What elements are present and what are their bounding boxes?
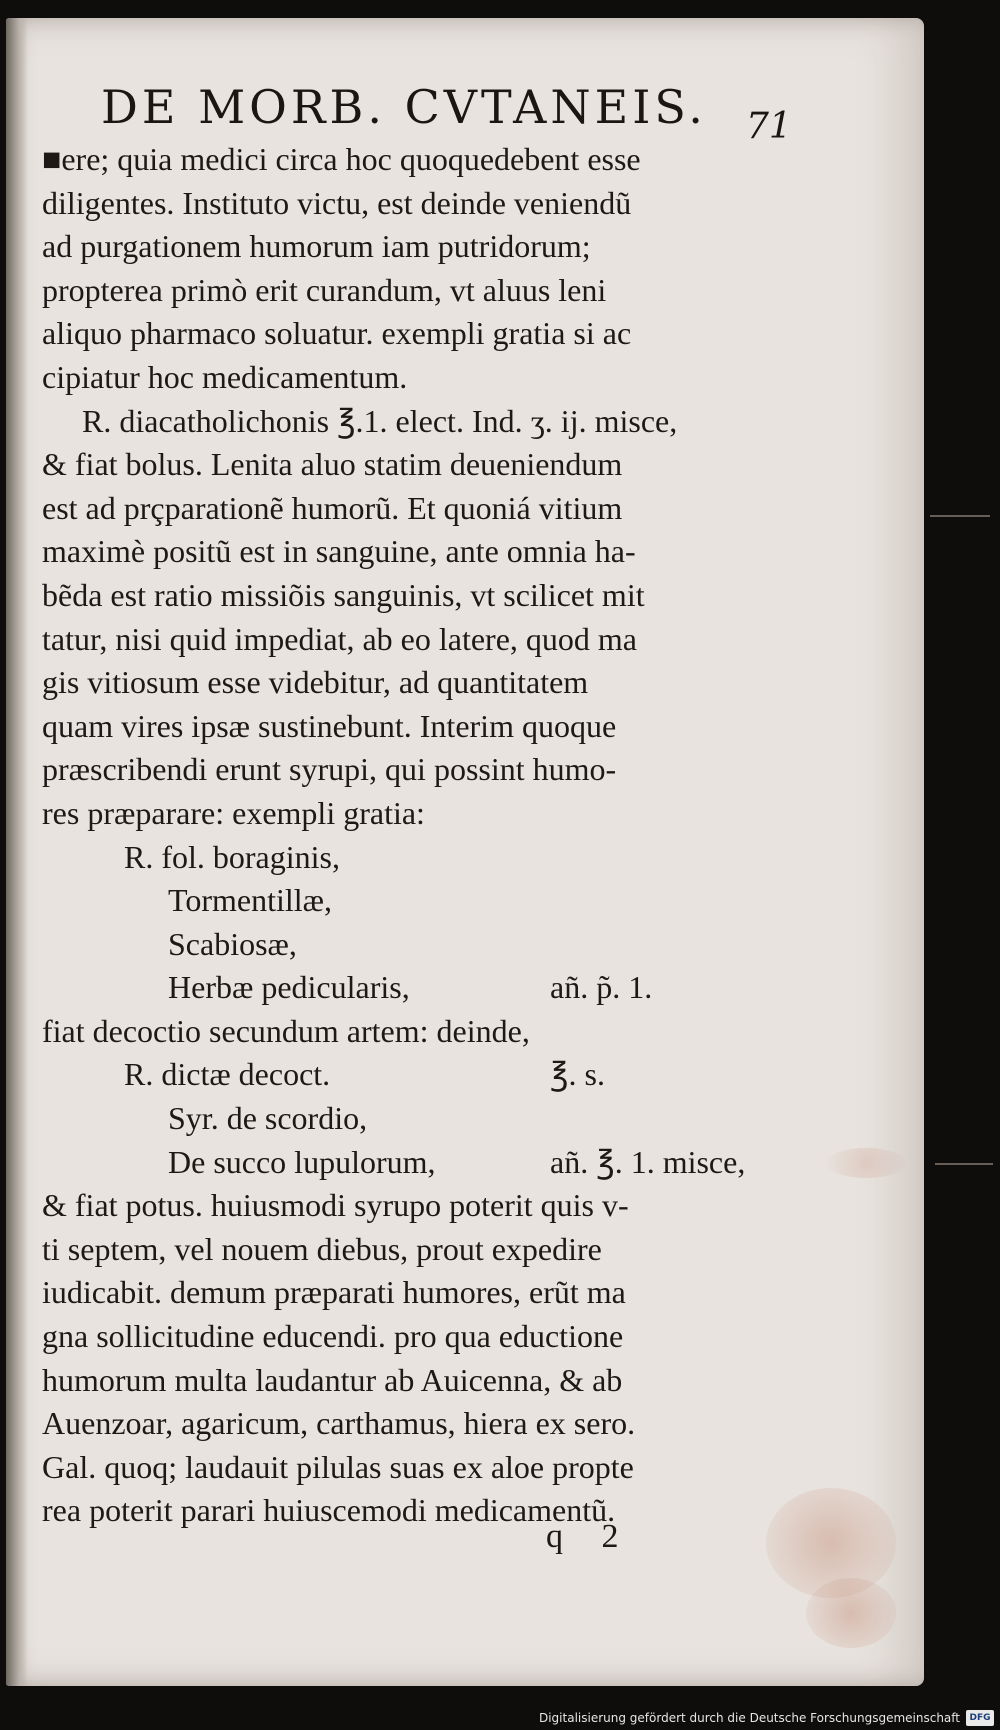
text-line bbox=[42, 618, 782, 662]
text-line-content: ti septem, vel nouem diebus, prout expedire bbox=[42, 1230, 602, 1267]
text-line-content: iudicabit. demum præparati humores, erũt ma bbox=[42, 1274, 626, 1311]
text-line bbox=[42, 705, 782, 749]
text-line bbox=[42, 138, 782, 182]
text-line-content: Tormentillæ, bbox=[168, 882, 332, 919]
text-line-content: tatur, nisi quid impediat, ab eo latere, quod ma bbox=[42, 620, 637, 657]
text-line-content: & fiat bolus. Lenita aluo statim deueniendum bbox=[42, 446, 623, 483]
text-line-content: propterea primò erit curandum, vt aluus leni bbox=[42, 271, 607, 308]
text-line bbox=[42, 443, 782, 487]
signature-mark: q 2 bbox=[546, 1518, 619, 1555]
text-line bbox=[42, 923, 782, 967]
text-line bbox=[42, 530, 782, 574]
text-line bbox=[42, 1141, 782, 1185]
text-line bbox=[42, 836, 782, 880]
dosage-note: ℥. s. bbox=[550, 1056, 605, 1093]
text-line bbox=[42, 312, 782, 356]
text-line-content: bẽda est ratio missiõis sanguinis, vt scilicet mit bbox=[42, 576, 645, 613]
text-line-content: De succo lupulorum, bbox=[168, 1143, 436, 1180]
text-line bbox=[42, 1184, 782, 1228]
text-line-content: Scabiosæ, bbox=[168, 925, 297, 962]
text-line-content: ■ere; quia medici circa hoc quoquedebent esse bbox=[42, 141, 641, 177]
book-page bbox=[6, 18, 924, 1686]
text-line bbox=[42, 1097, 782, 1141]
text-line-content: Herbæ pedicularis, bbox=[168, 969, 410, 1006]
text-line-content: cipiatur hoc medicamentum. bbox=[42, 358, 408, 395]
page-text bbox=[42, 138, 782, 1533]
text-line bbox=[42, 1489, 782, 1533]
foxing-stain bbox=[806, 1578, 896, 1648]
text-line-content: aliquo pharmaco soluatur. exempli gratia si ac bbox=[42, 315, 632, 352]
text-line-content: gna sollicitudine educendi. pro qua eductione bbox=[42, 1318, 624, 1355]
text-line bbox=[42, 269, 782, 313]
text-line bbox=[42, 1315, 782, 1359]
text-line-content: R. fol. boraginis, bbox=[124, 838, 340, 875]
text-line bbox=[42, 1402, 782, 1446]
text-line-content: res præparare: exempli gratia: bbox=[42, 794, 425, 831]
text-line-content: ad purgationem humorum iam putridorum; bbox=[42, 228, 591, 265]
foxing-stain bbox=[826, 1148, 906, 1178]
text-line bbox=[42, 748, 782, 792]
text-line bbox=[42, 182, 782, 226]
text-line-content: humorum multa laudantur ab Auicenna, & ab bbox=[42, 1361, 623, 1398]
running-header: DE MORB. CVTANEIS. bbox=[101, 80, 707, 134]
text-line bbox=[42, 1010, 782, 1054]
text-line bbox=[42, 487, 782, 531]
page-number: 71 bbox=[746, 106, 792, 147]
text-line bbox=[42, 400, 782, 444]
text-line-content: R. diacatholichonis ℥.1. elect. Ind. ʒ. ij. misce, bbox=[82, 402, 678, 439]
text-line-content: quam vires ipsæ sustinebunt. Interim quoque bbox=[42, 707, 617, 744]
text-line-content: diligentes. Instituto victu, est deinde veniendũ bbox=[42, 184, 632, 221]
text-line bbox=[42, 1228, 782, 1272]
footer-credit: Digitalisierung gefördert durch die Deutsche Forschungsgemeinschaft bbox=[538, 1711, 960, 1725]
text-line-content: Syr. de scordio, bbox=[168, 1100, 368, 1137]
dosage-note: añ. p̃. 1. bbox=[550, 969, 653, 1006]
text-line-content: rea poterit parari huiuscemodi medicamentũ. bbox=[42, 1492, 616, 1529]
text-line-content: est ad prçparationẽ humorũ. Et quoniá vitium bbox=[42, 489, 623, 526]
text-line-content: gis vitiosum esse videbitur, ad quantitatem bbox=[42, 664, 589, 701]
text-line-content: Gal. quoq; laudauit pilulas suas ex aloe propte bbox=[42, 1448, 634, 1485]
text-line bbox=[42, 661, 782, 705]
page-gutter bbox=[6, 18, 28, 1686]
text-line bbox=[42, 792, 782, 836]
dosage-note: añ. ℥. 1. misce, bbox=[550, 1143, 746, 1180]
text-line-content: præscribendi erunt syrupi, qui possint humo- bbox=[42, 751, 617, 788]
dfg-logo: DFG bbox=[966, 1710, 994, 1726]
text-line bbox=[42, 574, 782, 618]
dust-mark bbox=[935, 1163, 993, 1165]
text-line bbox=[42, 1359, 782, 1403]
text-line bbox=[42, 1271, 782, 1315]
text-line-content: maximè positũ est in sanguine, ante omnia ha- bbox=[42, 533, 636, 570]
text-line bbox=[42, 1446, 782, 1490]
text-line-content: Auenzoar, agaricum, carthamus, hiera ex sero. bbox=[42, 1405, 636, 1442]
text-line-content: & fiat potus. huiusmodi syrupo poterit quis v- bbox=[42, 1187, 629, 1224]
text-line bbox=[42, 356, 782, 400]
text-line-content: R. dictæ decoct. bbox=[124, 1056, 331, 1093]
text-line bbox=[42, 879, 782, 923]
dust-mark bbox=[930, 515, 990, 517]
text-line bbox=[42, 966, 782, 1010]
text-line bbox=[42, 225, 782, 269]
text-line-content: fiat decoctio secundum artem: deinde, bbox=[42, 1012, 530, 1049]
text-line bbox=[42, 1053, 782, 1097]
